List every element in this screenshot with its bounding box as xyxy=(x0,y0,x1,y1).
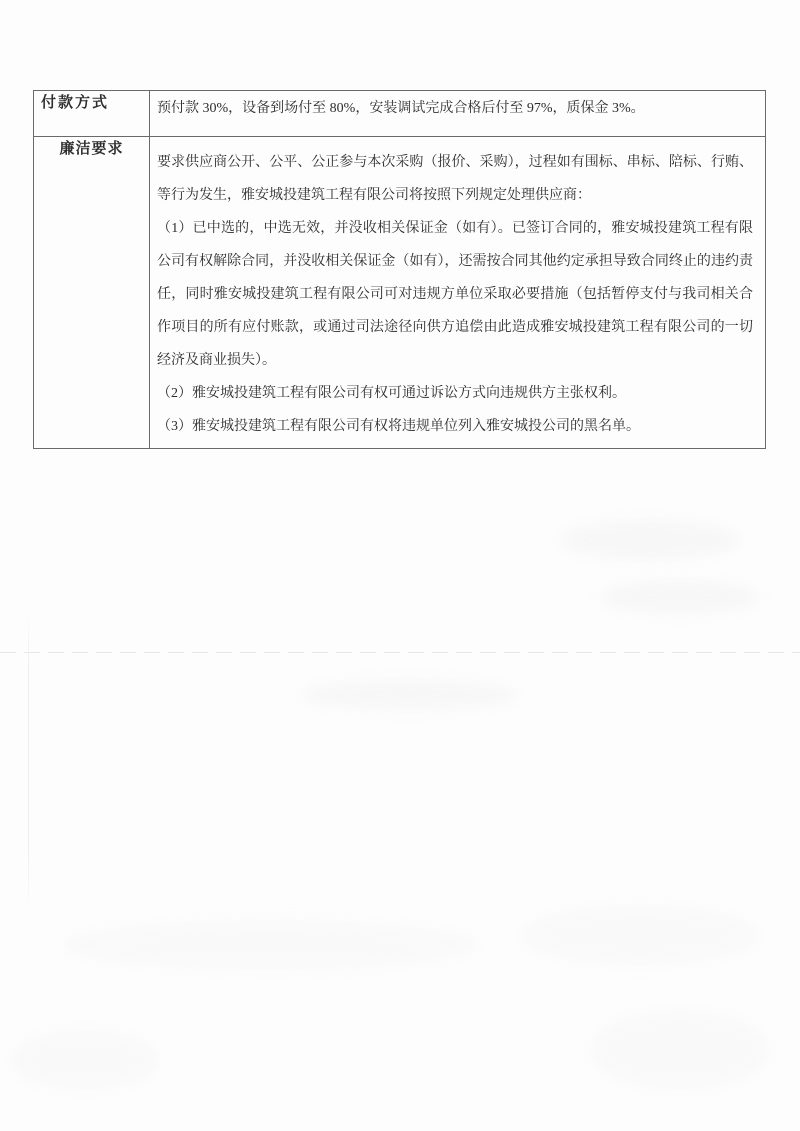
integrity-intro-paragraph: 要求供应商公开、公平、公正参与本次采购（报价、采购），过程如有围标、串标、陪标、行贿、等行为发生，雅安城投建筑工程有限公司将按照下列规定处理供应商： xyxy=(157,155,753,203)
scan-bleedthrough-smudge xyxy=(590,1010,770,1090)
scan-bleedthrough-smudge xyxy=(600,580,760,614)
row-header-payment-method: 付款方式 xyxy=(34,91,150,137)
integrity-requirements-cell xyxy=(150,137,766,449)
integrity-clause-3: （3）雅安城投建筑工程有限公司有权将违规单位列入雅安城投公司的黑名单。 xyxy=(157,419,640,434)
scan-crease-line xyxy=(28,612,29,912)
row-header-integrity-requirements: 廉洁要求 xyxy=(34,137,150,449)
scan-bleedthrough-smudge xyxy=(10,1030,160,1090)
scan-bleedthrough-smudge xyxy=(520,905,760,965)
integrity-clause-1: （1）已中选的，中选无效，并没收相关保证金（如有）。已签订合同的，雅安城投建筑工程有限公司有权解除合同，并没收相关保证金（如有），还需按合同其他约定承担导致合同终止的违约责任，同时雅安城投建筑工程有限公司可对违规方单位采取必要措施（包括暂停支付与我司相关合作项目的所有应付账款，或通过司法途径向供方追偿由此造成雅安城投建筑工程有限公司的一切经济及商业损失）。 xyxy=(157,221,753,368)
procurement-terms-table xyxy=(33,90,766,449)
scan-bleedthrough-smudge xyxy=(60,920,480,970)
table-row-integrity-requirements xyxy=(34,137,766,449)
scan-bleedthrough-smudge xyxy=(300,680,520,710)
payment-terms-paragraph: 预付款 30%，设备到场付至 80%，安装调试完成合格后付至 97%，质保金 3%。 xyxy=(157,101,645,116)
scan-bleedthrough-smudge xyxy=(560,520,740,560)
scan-fold-line xyxy=(0,652,800,653)
integrity-clause-2: （2）雅安城投建筑工程有限公司有权可通过诉讼方式向违规供方主张权利。 xyxy=(157,386,626,401)
table-row-payment-method xyxy=(34,91,766,137)
payment-method-cell xyxy=(150,91,766,137)
